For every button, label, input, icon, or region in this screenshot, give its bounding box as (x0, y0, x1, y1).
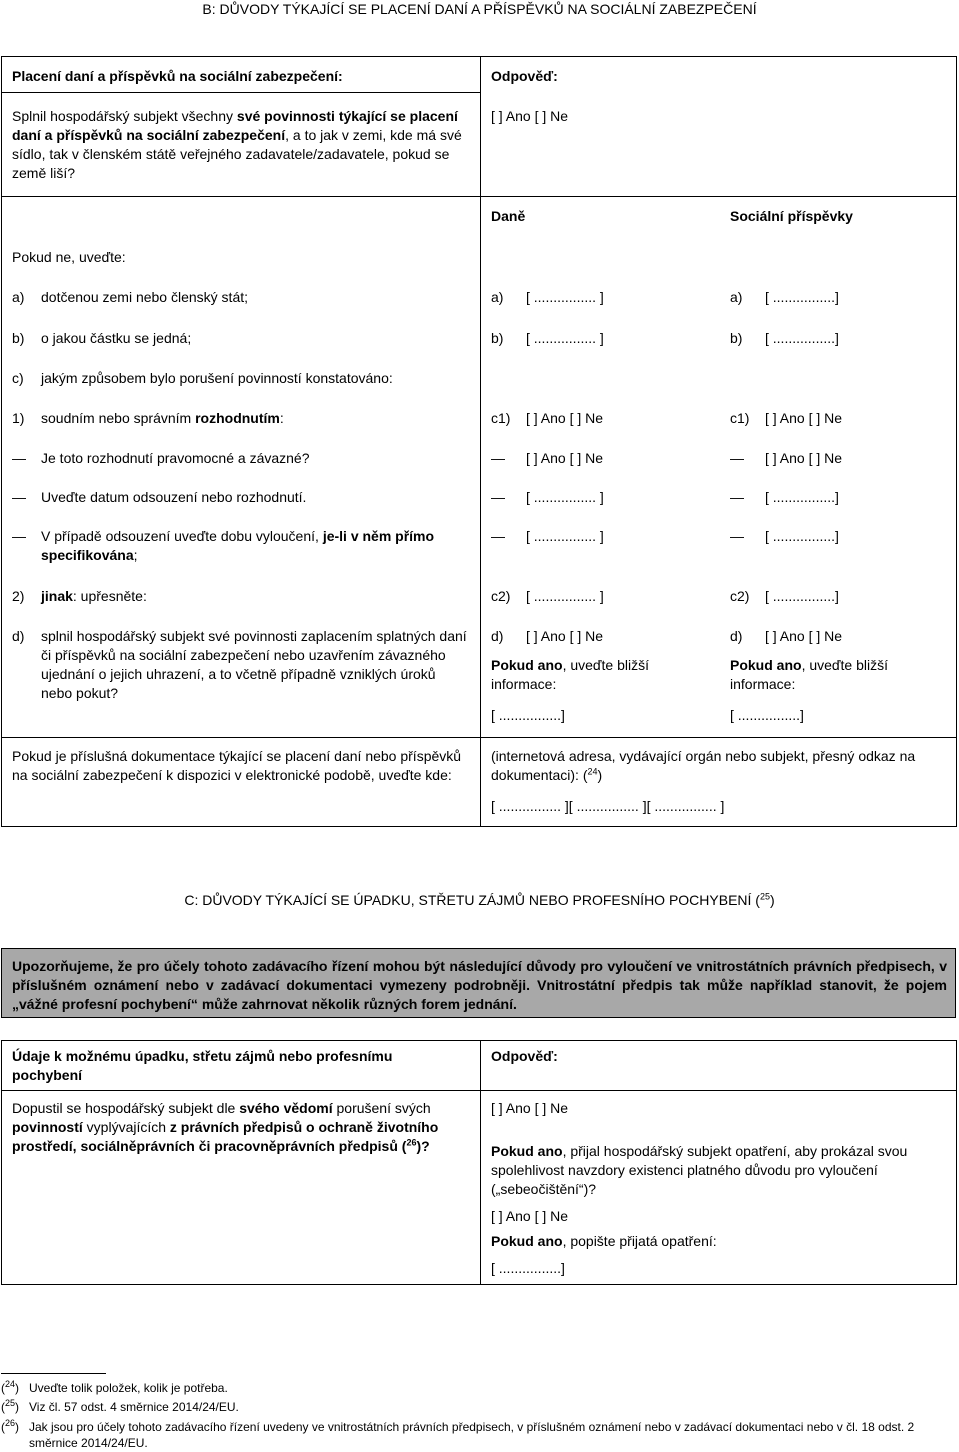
dane-a-field[interactable]: [ ................ ] (526, 289, 604, 305)
socialni-c1-field[interactable]: [ ] Ano [ ] Ne (765, 410, 843, 426)
socialni-c1-marker: c1) (730, 410, 750, 426)
footnote-rule (1, 1373, 106, 1374)
socialni-c2-field[interactable]: [ ................] (765, 588, 839, 604)
dane-c1-field[interactable]: [ ] Ano [ ] Ne (526, 410, 604, 426)
dane-b-field[interactable]: [ ................ ] (526, 330, 604, 346)
socialni-d-info-field[interactable]: [ ................] (730, 707, 804, 723)
socialni-a-field[interactable]: [ ................] (765, 289, 839, 305)
dane-d-marker: d) (491, 628, 504, 644)
section-b-header-right: Odpověď: (491, 68, 558, 84)
footnote-text: Jak jsou pro účely tohoto zadávacího řízení uvedeny ve vnitrostátních právních předpisech, v příslušném oznámení nebo v zadávací dokumentaci nebo v čl. 18 odst. 2 směrnice 2014/24/EU. (29, 1420, 915, 1450)
item-c2-marker: 2) (12, 588, 25, 604)
footnote-number: ($^{25}$) (1, 1398, 20, 1414)
dane-pokud-ano: Pokud ano, uveďte bližší informace: (491, 657, 649, 692)
dane-c2-marker: c2) (491, 588, 511, 604)
footnote-text: Uveďte tolik položek, kolik je potřeba. (29, 1381, 228, 1395)
socialni-b-field[interactable]: [ ................] (765, 330, 839, 346)
section-b-doc-answer: (internetová adresa, vydávající orgán nebo subjekt, přesný odkaz na dokumentaci): ($^{24}$) (491, 748, 916, 783)
dane-dash2-field[interactable]: [ ................ ] (526, 489, 604, 505)
section-b-answer-checkbox[interactable]: [ ] Ano [ ] Ne (491, 108, 569, 124)
dash-marker: — (491, 489, 505, 505)
socialni-a-marker: a) (730, 289, 743, 305)
dash3-text: V případě odsouzení uveďte dobu vyloučení, je-li v něm přímo specifikována; (41, 528, 435, 563)
section-c-answer1[interactable]: [ ] Ano [ ] Ne (491, 1100, 569, 1116)
dane-dash1-field[interactable]: [ ] Ano [ ] Ne (526, 450, 604, 466)
dane-d-info-field[interactable]: [ ................] (491, 707, 565, 723)
section-c-title: C: DŮVODY TÝKAJÍCÍ SE ÚPADKU, STŘETU ZÁJMŮ NEBO PROFESNÍHO POCHYBENÍ ($^{25}$) (184, 891, 775, 908)
item-d-marker: d) (12, 628, 25, 644)
dane-b-marker: b) (491, 330, 504, 346)
item-c1-text: soudním nebo správním rozhodnutím: (41, 410, 284, 426)
item-c1-marker: 1) (12, 410, 25, 426)
item-b-marker: b) (12, 330, 25, 346)
footnote-number: ($^{24}$) (1, 1379, 20, 1395)
dane-dash3-field[interactable]: [ ................ ] (526, 528, 604, 544)
dash-marker: — (12, 450, 26, 466)
dash-marker: — (491, 528, 505, 544)
dash-marker: — (12, 489, 26, 505)
dane-d-field[interactable]: [ ] Ano [ ] Ne (526, 628, 604, 644)
section-b-question: Splnil hospodářský subjekt všechny své povinnosti týkající se placení daní a příspěvků na sociální zabezpečení, a to jak v zemi, kde má své sídlo, tak v členském státě veřejného zadavatele/zadavatele, pokud se země liší? (12, 108, 462, 181)
dash2-text: Uveďte datum odsouzení nebo rozhodnutí. (41, 489, 307, 505)
socialni-c2-marker: c2) (730, 588, 750, 604)
section-c-answer2[interactable]: [ ] Ano [ ] Ne (491, 1208, 569, 1224)
section-c-describe: Pokud ano, popište přijatá opatření: (491, 1233, 717, 1249)
dane-a-marker: a) (491, 289, 504, 305)
dash-marker: — (730, 528, 744, 544)
socialni-dash2-field[interactable]: [ ................] (765, 489, 839, 505)
socialni-b-marker: b) (730, 330, 743, 346)
pokud-ne-label: Pokud ne, uveďte: (12, 249, 126, 265)
dash-marker: — (491, 450, 505, 466)
section-b-doc-fields[interactable]: [ ................ ][ ................ ][ ................ ] (491, 798, 725, 814)
section-b-title: B: DŮVODY TÝKAJÍCÍ SE PLACENÍ DANÍ A PŘÍSPĚVKŮ NA SOCIÁLNÍ ZABEZPEČENÍ (202, 1, 757, 17)
item-a-marker: a) (12, 289, 25, 305)
section-c-header-right: Odpověď: (491, 1048, 558, 1064)
item-a-text: dotčenou zemi nebo členský stát; (41, 289, 249, 305)
socialni-dash1-field[interactable]: [ ] Ano [ ] Ne (765, 450, 843, 466)
socialni-pokud-ano: Pokud ano, uveďte bližší informace: (730, 657, 888, 692)
dash1-text: Je toto rozhodnutí pravomocné a závazné? (41, 450, 310, 466)
section-b-header-left: Placení daní a příspěvků na sociální zabezpečení: (12, 68, 343, 84)
item-d-text: splnil hospodářský subjekt své povinnosti zaplacením splatných daní či příspěvků na sociální zabezpečení nebo uzavřením závazného ujednání o jejich uhrazení, a to včetně případně vzniklých úroků nebo pokut? (41, 628, 467, 701)
item-b-text: o jakou částku se jedná; (41, 330, 192, 346)
dane-c2-field[interactable]: [ ................ ] (526, 588, 604, 604)
col-socialni-header: Sociální příspěvky (730, 208, 853, 224)
dane-c1-marker: c1) (491, 410, 511, 426)
socialni-dash3-field[interactable]: [ ................] (765, 528, 839, 544)
section-c-selfcleaning-question: Pokud ano, přijal hospodářský subjekt opatření, aby prokázal svou spolehlivost navzdory existenci platného důvodu pro vyloučení („sebeočištění“)? (491, 1143, 908, 1197)
section-c-question: Dopustil se hospodářský subjekt dle svého vědomí porušení svých povinností vyplývajících z právních předpisů o ochraně životního prostředí, sociálněprávních či pracovněprávních předpisů ($^{26}$)? (12, 1100, 439, 1154)
item-c2-text: jinak: upřesněte: (41, 588, 147, 604)
dash-marker: — (12, 528, 26, 544)
dash-marker: — (730, 450, 744, 466)
footnote-number: ($^{26}$) (1, 1418, 20, 1434)
col-dane-header: Daně (491, 208, 526, 224)
section-c-header-left: Údaje k možnému úpadku, střetu zájmů nebo profesnímu pochybení (12, 1048, 393, 1083)
socialni-d-field[interactable]: [ ] Ano [ ] Ne (765, 628, 843, 644)
section-c-notice-text: Upozorňujeme, že pro účely tohoto zadávacího řízení mohou být následující důvody pro vyloučení ve vnitrostátních právních předpisech, v příslušném oznámení nebo v zadávací dokumentaci vymezeny podrobněji. Vnitrostátní předpis tak může například stanovit, že pojem „vážné profesní pochybení“ může zahrnovat několik různých forem jednání. (12, 958, 947, 1012)
section-c-measures-field[interactable]: [ ................] (491, 1260, 565, 1276)
socialni-d-marker: d) (730, 628, 743, 644)
section-c-notice (1, 948, 956, 1018)
item-c-marker: c) (12, 370, 24, 386)
item-c-text: jakým způsobem bylo porušení povinností konstatováno: (41, 370, 393, 386)
section-b-doc-question: Pokud je příslušná dokumentace týkající se placení daní nebo příspěvků na sociální zabezpečení k dispozici v elektronické podobě, uveďte kde: (12, 748, 462, 783)
footnote-text: Viz čl. 57 odst. 4 směrnice 2014/24/EU. (29, 1400, 239, 1414)
dash-marker: — (730, 489, 744, 505)
